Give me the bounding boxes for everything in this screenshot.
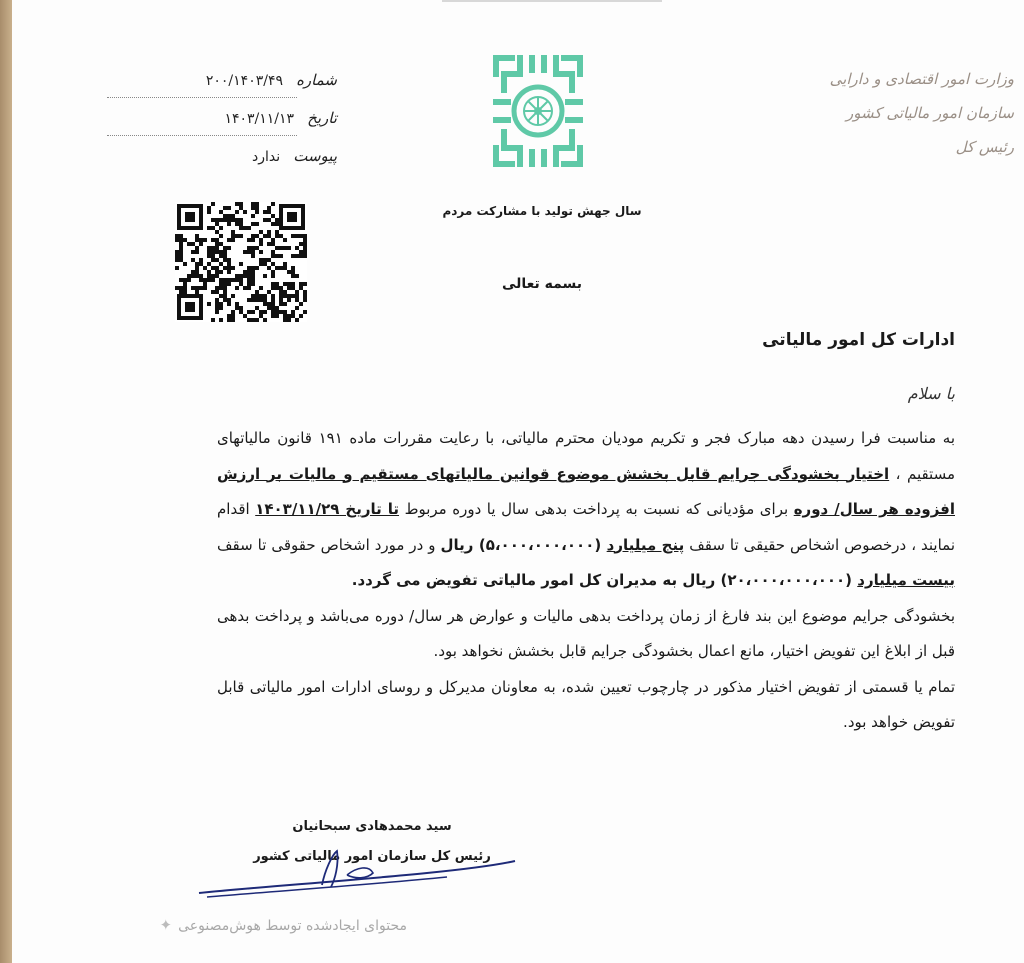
letter-body — [217, 330, 955, 741]
p1-bold-five-billion: پنج میلیارد — [606, 535, 685, 554]
date-value: ۱۴۰۳/۱۱/۱۳ — [224, 111, 295, 127]
scan-edge-strip — [0, 0, 12, 963]
number-value: ۲۰۰/۱۴۰۳/۴۹ — [205, 73, 283, 89]
p1-text-a: به مناسبت فرا رسیدن دهه مبارک فجر و تکریم مودیان محترم مالیاتی، با رعایت مقررات ماده ۱۹۱ قانون مالیاتهای مستقیم ، — [217, 429, 956, 483]
attachment-value: ندارد — [252, 149, 281, 165]
letter-meta — [107, 66, 337, 180]
date-label: تاریخ — [307, 109, 337, 127]
letter-page — [12, 0, 1024, 963]
top-border-line — [442, 0, 662, 2]
letter-date-row — [107, 104, 337, 142]
ministry-heading — [784, 62, 1014, 164]
ministry-line-1: وزارت امور اقتصادی و دارایی — [829, 70, 1014, 88]
attachment-row — [107, 142, 337, 180]
number-dotted-line — [107, 97, 297, 98]
signatory-name: سید محمدهادی سبحانیان — [292, 819, 452, 834]
date-dotted-line — [107, 135, 297, 136]
p1-bold-authority: اختیار بخشودگی جرایم قابل بخشش موضوع قوانین مالیاتهای مستقیم و مالیات بر ارزش افزوده هر سال/ دوره — [217, 464, 955, 518]
ministry-line-3: رئیس کل — [955, 138, 1014, 156]
p1-bold-deadline: تا تاریخ ۱۴۰۳/۱۱/۲۹ — [255, 500, 400, 518]
p1-text-d: و در مورد اشخاص حقوقی تا سقف — [217, 535, 441, 554]
paragraph-2: بخشودگی جرایم موضوع این بند فارغ از زمان پرداخت بدهی مالیات و عوارض هر سال/ دوره می‌باشد و پرداخت بدهی قبل از ابلاغ این تفویض اختیار، مانع اعمال بخشودگی جرایم قابل بخشش نخواهد بود. — [217, 606, 955, 660]
handwritten-signature-icon — [197, 845, 527, 900]
tax-organization-emblem-icon — [490, 52, 586, 170]
salutation: با سلام — [907, 384, 955, 403]
year-motto: سال جهش تولید با مشارکت مردم — [442, 204, 642, 218]
bismillah-heading: بسمه تعالی — [501, 276, 583, 292]
paragraph-1 — [217, 421, 955, 599]
p1-bold-twenty-amount: (۲۰،۰۰۰،۰۰۰،۰۰۰) ریال به مدیران کل امور مالیاتی تفویض می گردد. — [351, 571, 858, 589]
p1-bold-five-amount: (۵،۰۰۰،۰۰۰،۰۰۰) ریال — [440, 535, 607, 554]
p1-text-b: برای مؤدیانی که نسبت به پرداخت بدهی سال یا دوره مربوط — [399, 500, 794, 518]
ai-watermark — [37, 916, 407, 934]
qr-code-icon — [175, 202, 307, 322]
ministry-line-2: سازمان امور مالیاتی کشور — [846, 104, 1014, 122]
number-label: شماره — [296, 71, 337, 89]
paragraph-3: تمام یا قسمتی از تفویض اختیار مذکور در چارچوب تعیین شده، به معاونان مدیرکل و روسای ادارات امور مالیاتی قابل تفویض خواهد بود. — [217, 677, 955, 731]
p1-bold-twenty-billion: بیست میلیارد — [857, 571, 955, 589]
watermark-text: محتوای ایجادشده توسط هوش‌مصنوعی — [178, 918, 407, 934]
addressee: ادارات کل امور مالیاتی — [762, 330, 955, 350]
signatory-title: رئیس کل سازمان امور مالیاتی کشور — [253, 849, 491, 864]
letter-number-row — [107, 66, 337, 104]
sparkle-icon: ✦ — [159, 916, 173, 934]
p1-text-c: اقدام نمایند ، درخصوص اشخاص حقیقی تا سقف — [217, 500, 956, 554]
attachment-label: پیوست — [293, 147, 337, 165]
